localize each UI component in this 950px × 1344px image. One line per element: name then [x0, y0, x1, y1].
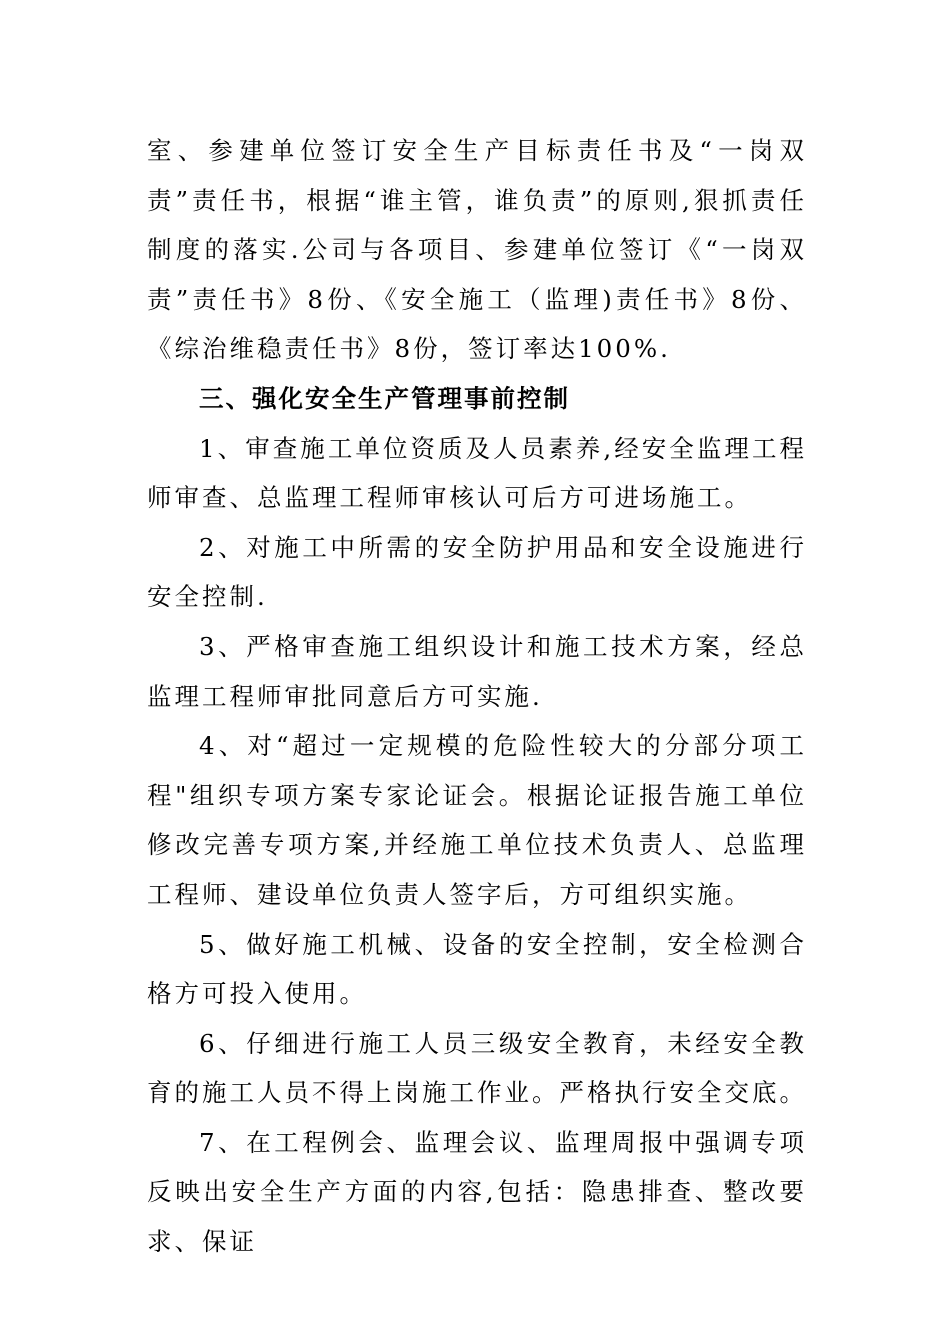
- item-5: 5、做好施工机械、设备的安全控制，安全检测合格方可投入使用。: [147, 929, 807, 1009]
- item-4: 4、对“超过一定规模的危险性较大的分部分项工程"组织专项方案专家论证会。根据论证报告施工单位修改完善专项方案,并经施工单位技术负责人、总监理工程师、建设单位负责人签字后，方可组织实施。: [147, 731, 807, 909]
- section-heading-3: 三、强化安全生产管理事前控制: [199, 383, 570, 413]
- item-6: 6、仔细进行施工人员三级安全教育，未经安全教育的施工人员不得上岗施工作业。严格执行安全交底。: [147, 1028, 807, 1108]
- item-3: 3、严格审查施工组织设计和施工技术方案，经总监理工程师审批同意后方可实施.: [147, 631, 807, 711]
- item-2: 2、对施工中所需的安全防护用品和安全设施进行安全控制.: [147, 532, 807, 612]
- paragraph-responsibility: 室、参建单位签订安全生产目标责任书及“一岗双责”责任书，根据“谁主管，谁负责”的原则,狠抓责任制度的落实.公司与各项目、参建单位签订《“一岗双责”责任书》8份、《安全施工（监理)责任书》8份、《综治维稳责任书》8份，签订率达100%.: [147, 136, 807, 364]
- document-body: [147, 126, 807, 1267]
- item-7: 7、在工程例会、监理会议、监理周报中强调专项反映出安全生产方面的内容,包括：隐患排查、整改要求、保证: [147, 1127, 807, 1257]
- item-1: 1、审查施工单位资质及人员素养,经安全监理工程师审查、总监理工程师审核认可后方可进场施工。: [147, 433, 807, 513]
